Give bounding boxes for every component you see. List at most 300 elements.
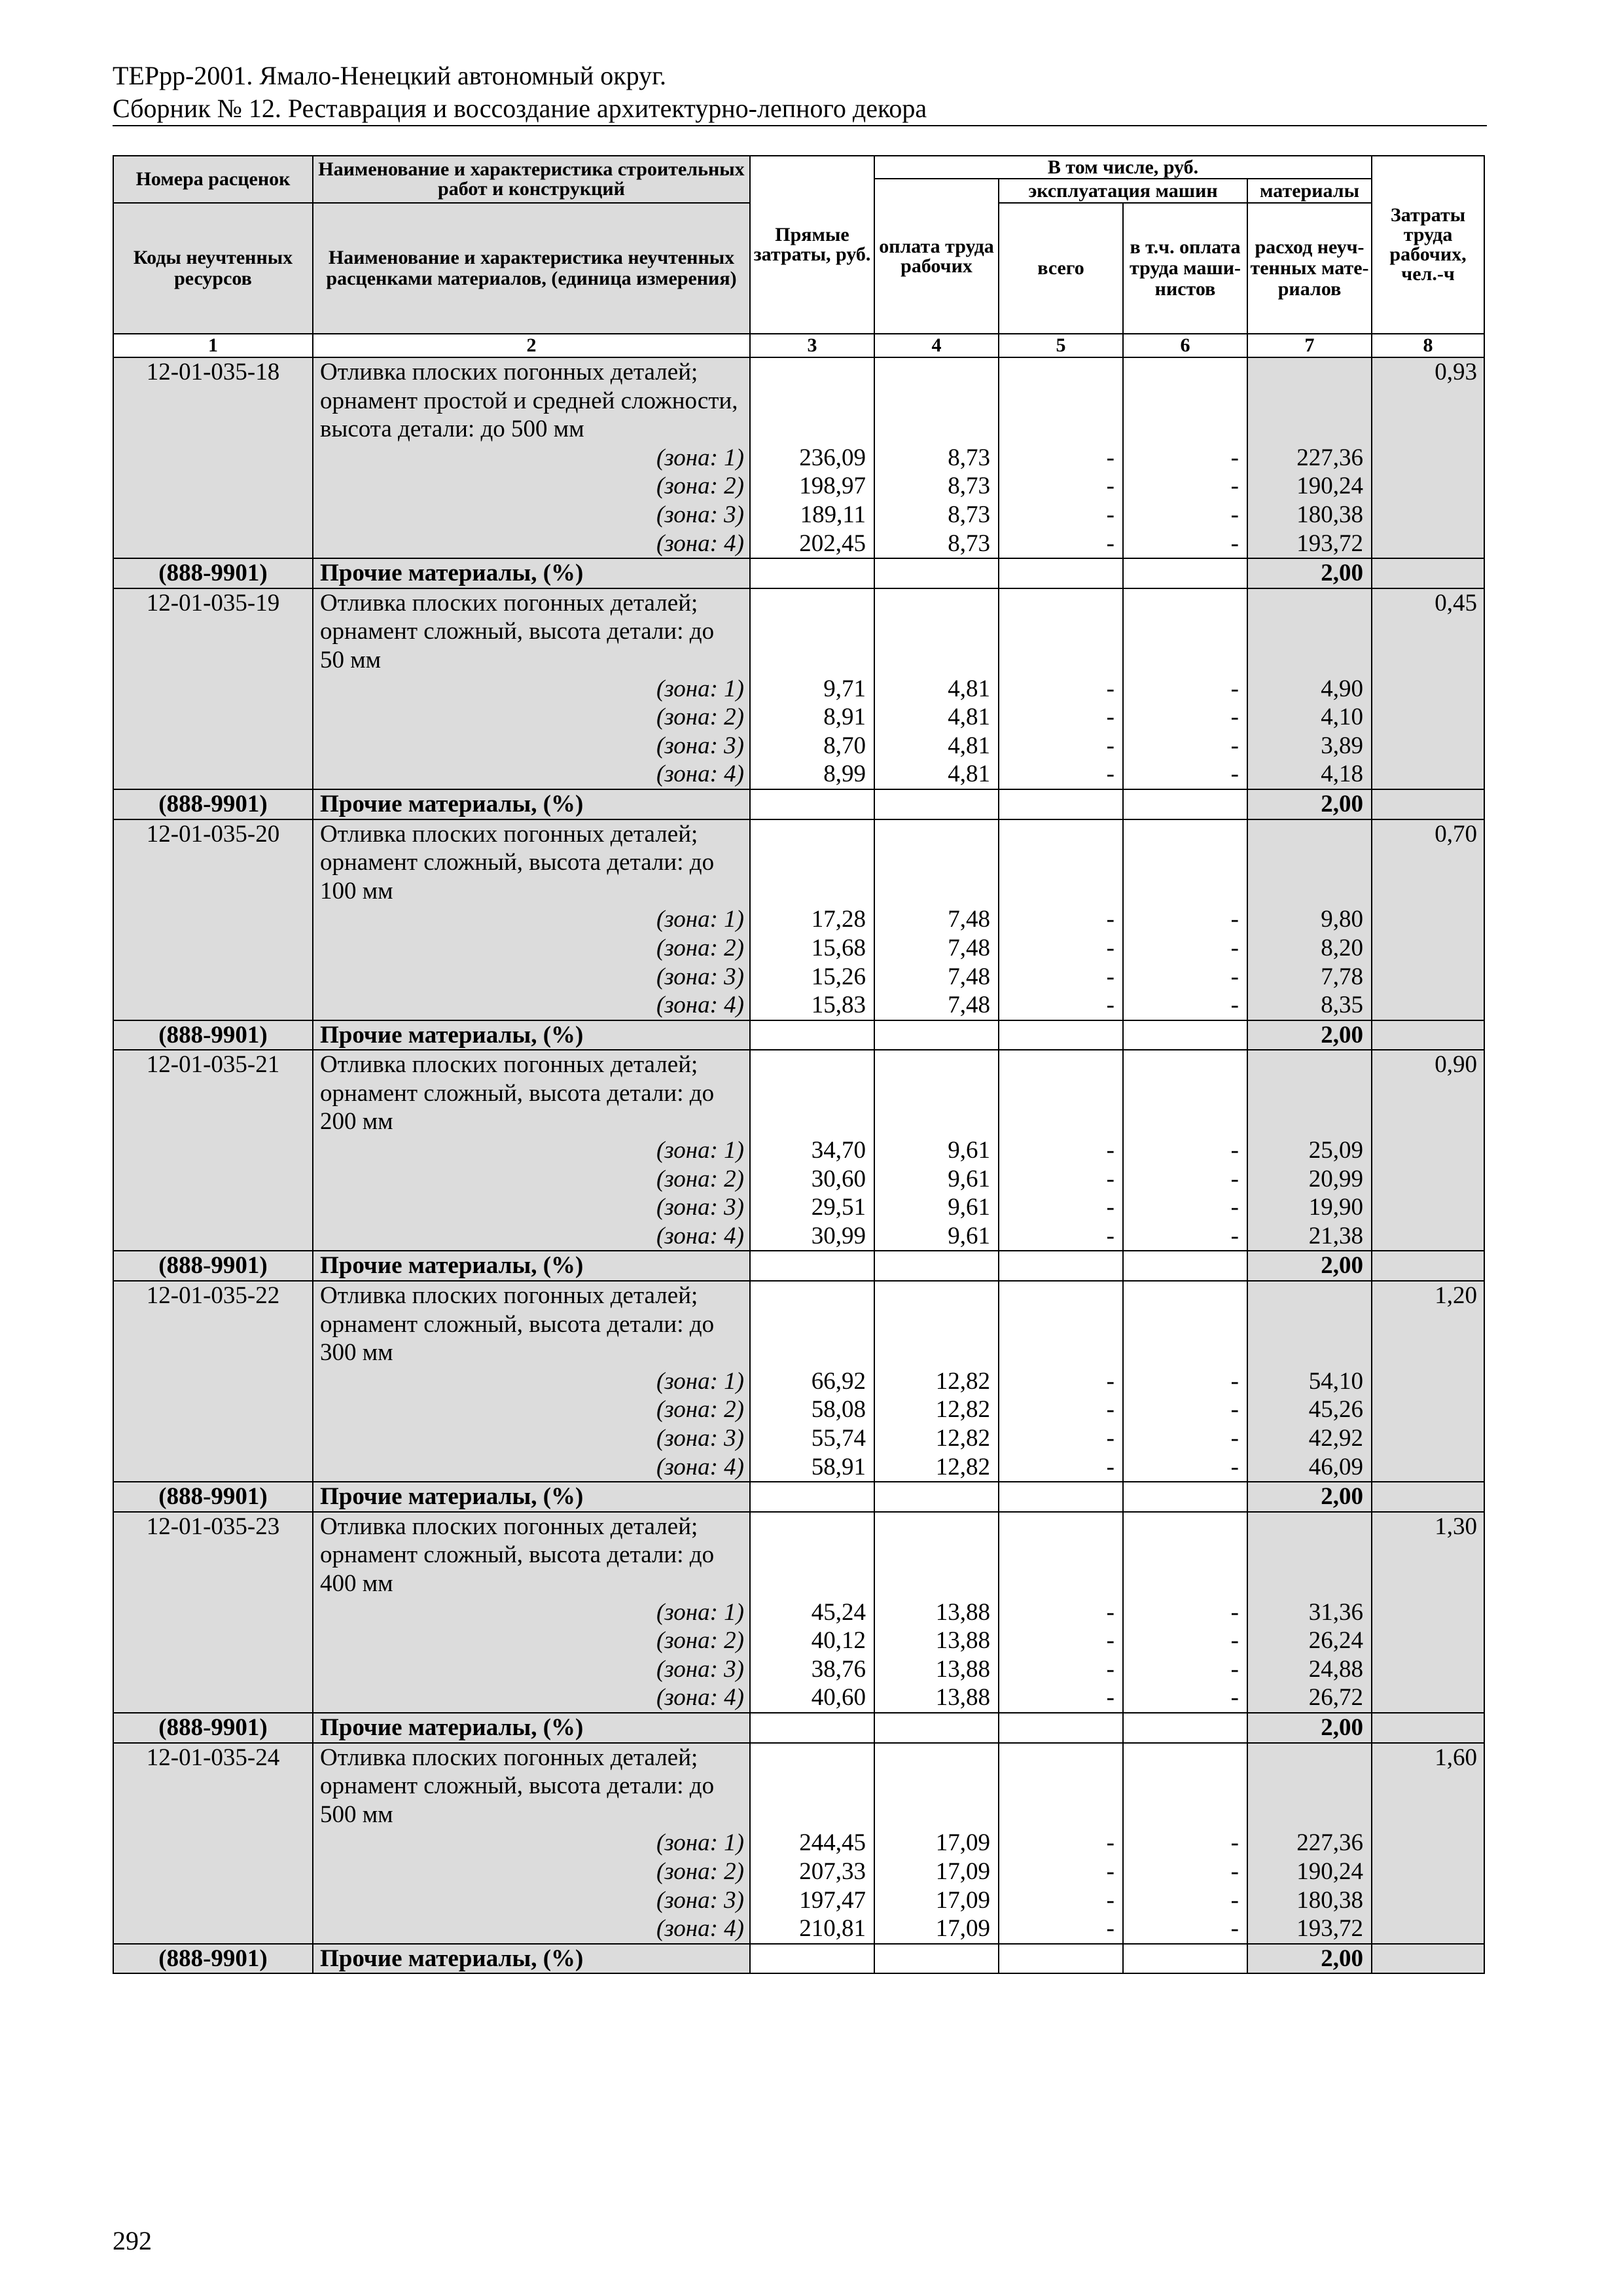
direct-cost: 40,60 xyxy=(811,1684,866,1712)
worker-pay: 7,48 xyxy=(948,963,990,990)
machinist-pay: - xyxy=(1230,529,1239,557)
direct-cost: 17,28 xyxy=(811,906,866,933)
work-name-cell xyxy=(313,1743,750,1944)
empty-cell xyxy=(1123,789,1247,819)
zone-label: (зона: 3) xyxy=(656,1886,744,1914)
labor-hours: 0,90 xyxy=(1435,1051,1478,1079)
work-name-cell xyxy=(313,1050,750,1251)
other-materials-row xyxy=(113,789,1484,819)
zone-label: (зона: 1) xyxy=(656,444,744,471)
materials-cost-cell xyxy=(1247,1512,1372,1713)
empty-cell xyxy=(1123,1251,1247,1281)
materials-cost: 21,38 xyxy=(1308,1222,1364,1249)
machinist-pay-cell xyxy=(1123,1281,1247,1482)
zone-label: (зона: 2) xyxy=(656,1396,744,1424)
resource-usage: 2,00 xyxy=(1247,1482,1372,1512)
worker-pay: 8,73 xyxy=(948,473,990,500)
resource-usage: 2,00 xyxy=(1247,1944,1372,1974)
zone-label: (зона: 2) xyxy=(656,934,744,961)
materials-cost: 4,10 xyxy=(1321,704,1364,731)
direct-cost: 197,47 xyxy=(799,1886,866,1914)
machines-total-cell xyxy=(999,1512,1123,1713)
labor-hours: 0,70 xyxy=(1435,820,1478,848)
machines-total-cell xyxy=(999,819,1123,1020)
machines-total-cell xyxy=(999,1281,1123,1482)
rate-code-cell xyxy=(113,1743,313,1944)
empty-cell xyxy=(999,558,1123,588)
col-machinist-pay-header: в т.ч. оплата труда маши-нистов xyxy=(1123,203,1247,334)
resource-usage: 2,00 xyxy=(1247,1020,1372,1050)
materials-cost: 190,24 xyxy=(1296,473,1364,500)
empty-cell xyxy=(1372,789,1484,819)
machines-total-cell xyxy=(999,357,1123,558)
resource-code: (888-9901) xyxy=(113,1251,313,1281)
labor-hours-cell xyxy=(1372,819,1484,1020)
machinist-pay: - xyxy=(1230,732,1239,759)
machinist-pay: - xyxy=(1230,1396,1239,1424)
labor-hours: 1,20 xyxy=(1435,1282,1478,1310)
zone-label: (зона: 2) xyxy=(656,704,744,731)
other-materials-row xyxy=(113,1251,1484,1281)
materials-cost: 193,72 xyxy=(1296,529,1364,557)
direct-cost-cell xyxy=(750,357,874,558)
machinist-pay-cell xyxy=(1123,588,1247,789)
worker-pay: 17,09 xyxy=(935,1829,990,1857)
machinist-pay-cell xyxy=(1123,1050,1247,1251)
machines-total: - xyxy=(1106,1886,1115,1914)
rate-code-cell xyxy=(113,1281,313,1482)
direct-cost: 66,92 xyxy=(811,1367,866,1395)
empty-cell xyxy=(999,1020,1123,1050)
empty-cell xyxy=(750,1251,874,1281)
labor-hours: 1,60 xyxy=(1435,1744,1478,1771)
materials-cost: 19,90 xyxy=(1308,1194,1364,1221)
worker-pay-cell xyxy=(874,1281,999,1482)
machines-total: - xyxy=(1106,1857,1115,1885)
table-row xyxy=(113,1512,1484,1713)
col-number: 8 xyxy=(1372,334,1484,357)
machines-total: - xyxy=(1106,1627,1115,1655)
resource-name: Прочие материалы, (%) xyxy=(313,558,750,588)
materials-cost: 26,24 xyxy=(1308,1627,1364,1655)
direct-cost: 202,45 xyxy=(799,529,866,557)
resource-name: Прочие материалы, (%) xyxy=(313,1020,750,1050)
group-materials-header: материалы xyxy=(1247,179,1372,203)
empty-cell xyxy=(1123,1713,1247,1743)
col-material-name-header: Наименование и характеристика неучтенных расценками материалов, (единица измерения) xyxy=(313,203,750,334)
other-materials-row xyxy=(113,1713,1484,1743)
machinist-pay: - xyxy=(1230,1886,1239,1914)
machines-total: - xyxy=(1106,1655,1115,1683)
machinist-pay: - xyxy=(1230,675,1239,702)
labor-hours-cell xyxy=(1372,1743,1484,1944)
zone-label: (зона: 3) xyxy=(656,501,744,528)
worker-pay: 12,82 xyxy=(935,1367,990,1395)
machines-total-cell xyxy=(999,1743,1123,1944)
direct-cost: 207,33 xyxy=(799,1857,866,1885)
worker-pay: 7,48 xyxy=(948,992,990,1019)
machines-total: - xyxy=(1106,529,1115,557)
worker-pay: 9,61 xyxy=(948,1222,990,1249)
direct-cost: 15,68 xyxy=(811,934,866,961)
rate-code: 12-01-035-22 xyxy=(146,1282,280,1310)
direct-cost-cell xyxy=(750,588,874,789)
machinist-pay: - xyxy=(1230,1137,1239,1164)
labor-hours-cell xyxy=(1372,357,1484,558)
machines-total: - xyxy=(1106,963,1115,990)
worker-pay: 13,88 xyxy=(935,1684,990,1712)
materials-cost: 180,38 xyxy=(1296,1886,1364,1914)
work-name: Отливка плоских погонных деталей; орнамент сложный, высота детали: до 400 мм xyxy=(320,1513,715,1598)
machinist-pay: - xyxy=(1230,1453,1239,1480)
work-name: Отливка плоских погонных деталей; орнамент простой и средней сложности, высота детали: до 500 мм xyxy=(320,359,738,443)
worker-pay-cell xyxy=(874,1743,999,1944)
materials-cost: 8,20 xyxy=(1321,934,1364,961)
other-materials-row xyxy=(113,1482,1484,1512)
resource-usage: 2,00 xyxy=(1247,789,1372,819)
machinist-pay: - xyxy=(1230,1915,1239,1943)
direct-cost: 30,99 xyxy=(811,1222,866,1249)
machinist-pay: - xyxy=(1230,761,1239,788)
materials-cost-cell xyxy=(1247,1050,1372,1251)
machinist-pay-cell xyxy=(1123,357,1247,558)
worker-pay: 7,48 xyxy=(948,906,990,933)
rate-code-cell xyxy=(113,819,313,1020)
direct-cost: 29,51 xyxy=(811,1194,866,1221)
labor-hours-cell xyxy=(1372,1512,1484,1713)
resource-code: (888-9901) xyxy=(113,1713,313,1743)
zone-label: (зона: 2) xyxy=(656,1627,744,1655)
zone-label: (зона: 4) xyxy=(656,1222,744,1249)
machines-total: - xyxy=(1106,1367,1115,1395)
machinist-pay-cell xyxy=(1123,819,1247,1020)
zone-label: (зона: 4) xyxy=(656,529,744,557)
worker-pay-cell xyxy=(874,588,999,789)
machinist-pay: - xyxy=(1230,1425,1239,1452)
empty-cell xyxy=(750,1944,874,1974)
work-name-cell xyxy=(313,1512,750,1713)
direct-cost: 30,60 xyxy=(811,1165,866,1193)
machinist-pay: - xyxy=(1230,1598,1239,1626)
machinist-pay: - xyxy=(1230,963,1239,990)
group-including-header: В том числе, руб. xyxy=(874,156,1372,179)
empty-cell xyxy=(874,1713,999,1743)
machines-total: - xyxy=(1106,1684,1115,1712)
direct-cost: 15,26 xyxy=(811,963,866,990)
work-name-cell xyxy=(313,1281,750,1482)
materials-cost: 8,35 xyxy=(1321,992,1364,1019)
materials-cost: 24,88 xyxy=(1308,1655,1364,1683)
resource-name: Прочие материалы, (%) xyxy=(313,1251,750,1281)
materials-cost: 227,36 xyxy=(1296,444,1364,471)
materials-cost: 7,78 xyxy=(1321,963,1364,990)
zone-label: (зона: 1) xyxy=(656,1598,744,1626)
table-row xyxy=(113,819,1484,1020)
materials-cost: 54,10 xyxy=(1308,1367,1364,1395)
rate-code: 12-01-035-19 xyxy=(146,589,280,617)
group-machines-header: эксплуатация машин xyxy=(999,179,1247,203)
col-direct-costs-header: Прямые затраты, руб. xyxy=(750,156,874,334)
empty-cell xyxy=(999,1251,1123,1281)
machines-total: - xyxy=(1106,444,1115,471)
direct-cost: 58,91 xyxy=(811,1453,866,1480)
rate-code: 12-01-035-23 xyxy=(146,1513,280,1540)
worker-pay: 9,61 xyxy=(948,1194,990,1221)
rate-code-cell xyxy=(113,1050,313,1251)
worker-pay: 8,73 xyxy=(948,444,990,471)
materials-cost: 20,99 xyxy=(1308,1165,1364,1193)
empty-cell xyxy=(1372,1020,1484,1050)
resource-code: (888-9901) xyxy=(113,1020,313,1050)
machines-total: - xyxy=(1106,1915,1115,1943)
empty-cell xyxy=(874,789,999,819)
worker-pay: 17,09 xyxy=(935,1915,990,1943)
empty-cell xyxy=(1123,1482,1247,1512)
resource-usage: 2,00 xyxy=(1247,558,1372,588)
machines-total: - xyxy=(1106,1222,1115,1249)
table-header xyxy=(113,156,1484,357)
materials-cost: 190,24 xyxy=(1296,1857,1364,1885)
resource-code: (888-9901) xyxy=(113,789,313,819)
empty-cell xyxy=(874,1944,999,1974)
worker-pay: 17,09 xyxy=(935,1857,990,1885)
resource-name: Прочие материалы, (%) xyxy=(313,1944,750,1974)
machinist-pay: - xyxy=(1230,934,1239,961)
rate-code: 12-01-035-18 xyxy=(146,359,280,386)
machines-total: - xyxy=(1106,675,1115,702)
zone-label: (зона: 3) xyxy=(656,1194,744,1221)
other-materials-row xyxy=(113,558,1484,588)
resource-name: Прочие материалы, (%) xyxy=(313,789,750,819)
empty-cell xyxy=(750,558,874,588)
rate-code-cell xyxy=(113,357,313,558)
direct-cost: 236,09 xyxy=(799,444,866,471)
work-name: Отливка плоских погонных деталей; орнамент сложный, высота детали: до 50 мм xyxy=(320,589,715,673)
worker-pay: 8,73 xyxy=(948,529,990,557)
col-machines-total-header: всего xyxy=(999,203,1123,334)
zone-label: (зона: 4) xyxy=(656,1453,744,1480)
materials-cost: 227,36 xyxy=(1296,1829,1364,1857)
empty-cell xyxy=(874,1251,999,1281)
rate-code: 12-01-035-21 xyxy=(146,1051,280,1079)
table-row xyxy=(113,588,1484,789)
machines-total: - xyxy=(1106,761,1115,788)
direct-cost: 40,12 xyxy=(811,1627,866,1655)
materials-cost-cell xyxy=(1247,357,1372,558)
machinist-pay: - xyxy=(1230,473,1239,500)
worker-pay: 4,81 xyxy=(948,761,990,788)
direct-cost-cell xyxy=(750,1281,874,1482)
empty-cell xyxy=(1372,558,1484,588)
col-rate-number-header: Номера расценок xyxy=(113,156,313,203)
worker-pay: 13,88 xyxy=(935,1598,990,1626)
empty-cell xyxy=(1372,1251,1484,1281)
rate-code-cell xyxy=(113,588,313,789)
zone-label: (зона: 2) xyxy=(656,1165,744,1193)
col-number: 3 xyxy=(750,334,874,357)
rates-table xyxy=(113,155,1485,1974)
empty-cell xyxy=(874,1482,999,1512)
page-number: 292 xyxy=(113,2226,152,2255)
labor-hours: 0,93 xyxy=(1435,359,1478,386)
materials-cost-cell xyxy=(1247,1281,1372,1482)
col-resource-code-header: Коды неучтенных ресурсов xyxy=(113,203,313,334)
machinist-pay: - xyxy=(1230,1627,1239,1655)
worker-pay: 17,09 xyxy=(935,1886,990,1914)
machinist-pay: - xyxy=(1230,704,1239,731)
table-row xyxy=(113,1743,1484,1944)
direct-cost: 9,71 xyxy=(823,675,866,702)
machinist-pay-cell xyxy=(1123,1743,1247,1944)
materials-cost: 46,09 xyxy=(1308,1453,1364,1480)
resource-code: (888-9901) xyxy=(113,1482,313,1512)
col-worker-pay-header: оплата труда рабочих xyxy=(874,179,999,334)
zone-label: (зона: 4) xyxy=(656,1684,744,1712)
machinist-pay: - xyxy=(1230,1684,1239,1712)
table-body xyxy=(113,357,1484,1973)
machines-total: - xyxy=(1106,906,1115,933)
worker-pay-cell xyxy=(874,1050,999,1251)
worker-pay: 8,73 xyxy=(948,501,990,528)
empty-cell xyxy=(750,1020,874,1050)
col-materials-usage-header: расход неуч-тенных мате-риалов xyxy=(1247,203,1372,334)
machines-total: - xyxy=(1106,704,1115,731)
empty-cell xyxy=(750,1713,874,1743)
empty-cell xyxy=(750,1482,874,1512)
materials-cost: 180,38 xyxy=(1296,501,1364,528)
zone-label: (зона: 4) xyxy=(656,761,744,788)
labor-hours-cell xyxy=(1372,1281,1484,1482)
machinist-pay: - xyxy=(1230,444,1239,471)
machinist-pay-cell xyxy=(1123,1512,1247,1713)
col-number: 5 xyxy=(999,334,1123,357)
machines-total-cell xyxy=(999,1050,1123,1251)
machinist-pay: - xyxy=(1230,1222,1239,1249)
empty-cell xyxy=(999,1944,1123,1974)
zone-label: (зона: 1) xyxy=(656,1829,744,1857)
labor-hours: 0,45 xyxy=(1435,589,1478,617)
empty-cell xyxy=(1372,1713,1484,1743)
worker-pay: 9,61 xyxy=(948,1165,990,1193)
direct-cost-cell xyxy=(750,1050,874,1251)
work-name-cell xyxy=(313,357,750,558)
rate-code-cell xyxy=(113,1512,313,1713)
empty-cell xyxy=(1372,1482,1484,1512)
empty-cell xyxy=(874,558,999,588)
zone-label: (зона: 3) xyxy=(656,732,744,759)
machinist-pay: - xyxy=(1230,1194,1239,1221)
other-materials-row xyxy=(113,1944,1484,1974)
machinist-pay: - xyxy=(1230,1367,1239,1395)
worker-pay: 12,82 xyxy=(935,1396,990,1424)
rate-code: 12-01-035-24 xyxy=(146,1744,280,1771)
zone-label: (зона: 1) xyxy=(656,906,744,933)
direct-cost-cell xyxy=(750,1512,874,1713)
machinist-pay: - xyxy=(1230,1857,1239,1885)
empty-cell xyxy=(750,789,874,819)
work-name: Отливка плоских погонных деталей; орнамент сложный, высота детали: до 500 мм xyxy=(320,1744,715,1828)
materials-cost: 45,26 xyxy=(1308,1396,1364,1424)
machines-total: - xyxy=(1106,1453,1115,1480)
zone-label: (зона: 2) xyxy=(656,1857,744,1885)
empty-cell xyxy=(1123,558,1247,588)
worker-pay: 4,81 xyxy=(948,675,990,702)
machinist-pay: - xyxy=(1230,1829,1239,1857)
worker-pay: 12,82 xyxy=(935,1453,990,1480)
empty-cell xyxy=(999,1482,1123,1512)
materials-cost: 25,09 xyxy=(1308,1137,1364,1164)
machines-total: - xyxy=(1106,1598,1115,1626)
direct-cost: 198,97 xyxy=(799,473,866,500)
direct-cost-cell xyxy=(750,819,874,1020)
materials-cost: 4,90 xyxy=(1321,675,1364,702)
worker-pay: 4,81 xyxy=(948,704,990,731)
zone-label: (зона: 1) xyxy=(656,1137,744,1164)
direct-cost: 8,70 xyxy=(823,732,866,759)
machinist-pay: - xyxy=(1230,1165,1239,1193)
other-materials-row xyxy=(113,1020,1484,1050)
materials-cost: 26,72 xyxy=(1308,1684,1364,1712)
empty-cell xyxy=(1123,1020,1247,1050)
zone-label: (зона: 4) xyxy=(656,992,744,1019)
work-name: Отливка плоских погонных деталей; орнамент сложный, высота детали: до 200 мм xyxy=(320,1051,715,1136)
labor-hours-cell xyxy=(1372,588,1484,789)
table-row xyxy=(113,1050,1484,1251)
machinist-pay: - xyxy=(1230,1655,1239,1683)
resource-name: Прочие материалы, (%) xyxy=(313,1713,750,1743)
direct-cost-cell xyxy=(750,1743,874,1944)
resource-usage: 2,00 xyxy=(1247,1251,1372,1281)
worker-pay: 9,61 xyxy=(948,1137,990,1164)
resource-name: Прочие материалы, (%) xyxy=(313,1482,750,1512)
direct-cost: 8,99 xyxy=(823,761,866,788)
worker-pay: 4,81 xyxy=(948,732,990,759)
direct-cost: 58,08 xyxy=(811,1396,866,1424)
labor-hours-cell xyxy=(1372,1050,1484,1251)
machines-total: - xyxy=(1106,1194,1115,1221)
worker-pay-cell xyxy=(874,1512,999,1713)
empty-cell xyxy=(1123,1944,1247,1974)
machines-total-cell xyxy=(999,588,1123,789)
materials-cost: 31,36 xyxy=(1308,1598,1364,1626)
worker-pay: 7,48 xyxy=(948,934,990,961)
direct-cost: 8,91 xyxy=(823,704,866,731)
machines-total: - xyxy=(1106,1137,1115,1164)
materials-cost: 4,18 xyxy=(1321,761,1364,788)
direct-cost: 38,76 xyxy=(811,1655,866,1683)
machines-total: - xyxy=(1106,1425,1115,1452)
rate-code: 12-01-035-20 xyxy=(146,820,280,848)
direct-cost: 210,81 xyxy=(799,1915,866,1943)
resource-code: (888-9901) xyxy=(113,1944,313,1974)
machines-total: - xyxy=(1106,473,1115,500)
machinist-pay: - xyxy=(1230,906,1239,933)
worker-pay: 13,88 xyxy=(935,1655,990,1683)
machinist-pay: - xyxy=(1230,992,1239,1019)
col-number: 2 xyxy=(313,334,750,357)
worker-pay: 12,82 xyxy=(935,1425,990,1452)
work-name-cell xyxy=(313,819,750,1020)
col-number: 6 xyxy=(1123,334,1247,357)
col-number: 1 xyxy=(113,334,313,357)
direct-cost: 244,45 xyxy=(799,1829,866,1857)
zone-label: (зона: 4) xyxy=(656,1915,744,1943)
zone-label: (зона: 2) xyxy=(656,473,744,500)
direct-cost: 189,11 xyxy=(800,501,866,528)
resource-code: (888-9901) xyxy=(113,558,313,588)
worker-pay-cell xyxy=(874,357,999,558)
header-rule xyxy=(113,125,1487,126)
